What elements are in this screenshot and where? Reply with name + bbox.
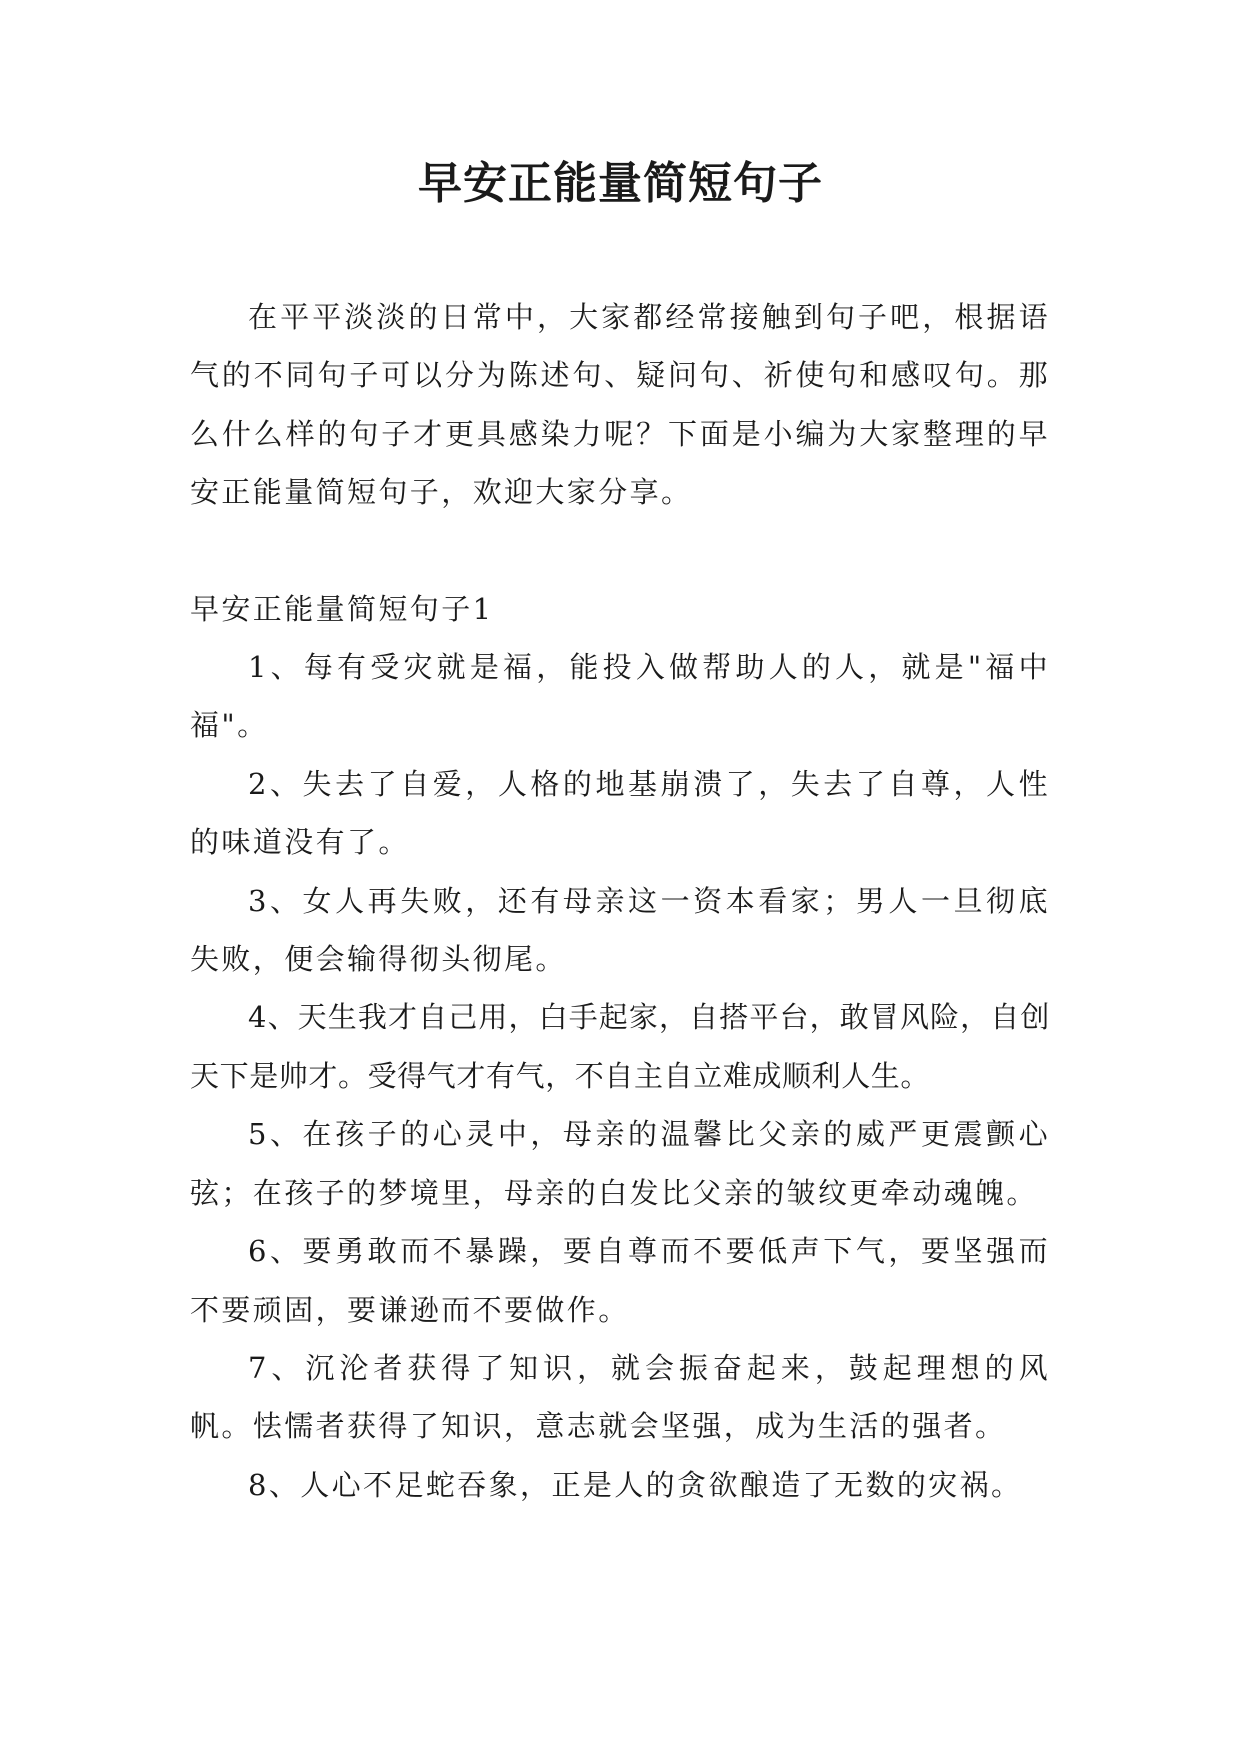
- sentence-item: 1、每有受灾就是福，能投入做帮助人的人，就是"福中福"。: [190, 650, 1050, 743]
- sentence-item: 6、要勇敢而不暴躁，要自尊而不要低声下气，要坚强而不要顽固，要谦逊而不要做作。: [190, 1234, 1050, 1327]
- sentence-item: 8、人心不足蛇吞象，正是人的贪欲酿造了无数的灾祸。: [248, 1467, 1023, 1502]
- sentence-item: 7、沉沦者获得了知识，就会振奋起来，鼓起理想的风帆。怯懦者获得了知识，意志就会坚强，成为生活的强者。: [190, 1350, 1050, 1444]
- sentence-item: 5、在孩子的心灵中，母亲的温馨比父亲的威严更震颤心弦；在孩子的梦境里，母亲的白发比父亲的皱纹更牵动魂魄。: [190, 1117, 1050, 1210]
- document-title: 早安正能量简短句子: [418, 158, 823, 209]
- section-heading: 早安正能量简短句子1: [190, 591, 494, 626]
- sentence-item: 3、女人再失败，还有母亲这一资本看家；男人一旦彻底失败，便会输得彻头彻尾。: [190, 883, 1050, 977]
- section-spacer: [190, 522, 1050, 580]
- document-body: [190, 288, 1050, 1514]
- sentence-item: 4、天生我才自己用，白手起家，自搭平台，敢冒风险，自创天下是帅才。受得气才有气，不自主自立难成顺利人生。: [190, 1000, 1050, 1093]
- intro-paragraph: 在平平淡淡的日常中，大家都经常接触到句子吧，根据语气的不同句子可以分为陈述句、疑问句、祈使句和感叹句。那么什么样的句子才更具感染力呢？下面是小编为大家整理的早安正能量简短句子，欢迎大家分享。: [190, 300, 1050, 510]
- sentence-item: 2、失去了自爱，人格的地基崩溃了，失去了自尊，人性的味道没有了。: [190, 766, 1050, 860]
